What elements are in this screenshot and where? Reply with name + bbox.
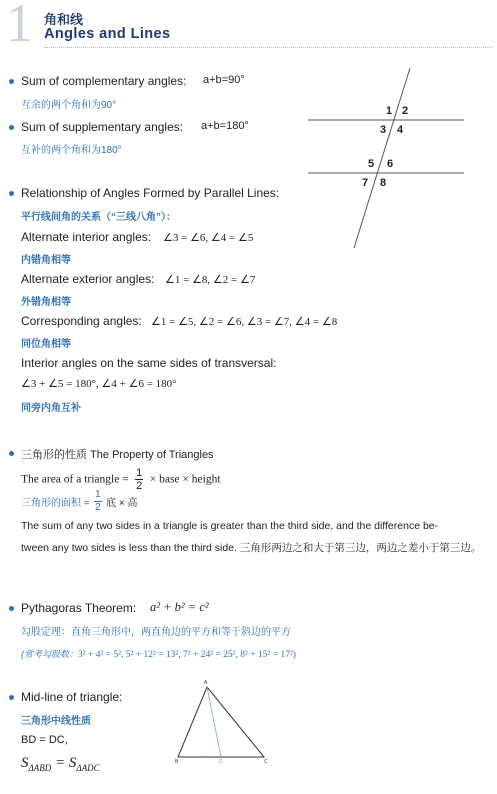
complementary-cn: 互余的两个角和为90° [21, 100, 117, 111]
parallel-cn: 平行线间角的关系（“三线八角”）： [21, 212, 176, 223]
area-cn-frac-num: 1 [95, 489, 101, 500]
alt-exterior-cn: 外错角相等 [21, 297, 71, 308]
area-cn-suffix: 底 × 高 [106, 498, 138, 509]
midline-area-eq [21, 755, 100, 773]
area-cn-fraction [94, 489, 102, 514]
bullet-icon [9, 606, 14, 611]
angle-label-7: 7 [362, 177, 369, 189]
complementary-label: Sum of complementary angles: [21, 74, 187, 88]
midline-label: Mid-line of triangle: [21, 690, 123, 704]
angle-label-8: 8 [380, 177, 387, 189]
midline-eq-sign: = S [51, 755, 77, 771]
interior-same-math: ∠3 + ∠5 = 180°, ∠4 + ∠6 = 180° [21, 378, 177, 390]
midline-sub2: ΔADC [76, 763, 100, 773]
complementary-formula: a+b=90° [203, 74, 245, 86]
alt-interior-cn: 内错角相等 [21, 255, 71, 266]
triangles-heading: 三角形的性质 The Property of Triangles [21, 449, 214, 461]
area-en-suffix: × base × height [149, 473, 221, 486]
alt-interior-label: Alternate interior angles: [21, 230, 152, 244]
pythagoras-label: Pythagoras Theorem: [21, 601, 137, 615]
bullet-icon [9, 79, 14, 84]
pythagoras-common-values: 3² + 4² = 5², 5² + 12² = 13², 7² + 24² = 25², 8² + 15² = 17²) [78, 650, 296, 660]
alt-exterior-math: ∠1 = ∠8, ∠2 = ∠7 [165, 274, 256, 286]
angle-label-5: 5 [368, 158, 375, 170]
corresponding-math: ∠1 = ∠5, ∠2 = ∠6, ∠3 = ∠7, ∠4 = ∠8 [151, 316, 338, 328]
supplementary-label: Sum of supplementary angles: [21, 120, 184, 134]
chapter-title-en: Angles and Lines [44, 26, 171, 42]
midline-eq: BD = DC, [21, 734, 68, 746]
area-cn-prefix: 三角形的面积 = [21, 498, 90, 509]
area-frac-den: 2 [136, 480, 143, 492]
vertex-label-c: C [264, 759, 268, 765]
parallel-label: Relationship of Angles Formed by Parallel Lines: [21, 186, 280, 200]
area-cn-frac-den: 2 [95, 502, 101, 513]
midline-s1: S [21, 755, 29, 771]
chapter-number: 1 [6, 0, 33, 53]
pythagoras-common [21, 644, 296, 662]
corresponding-cn: 同位角相等 [21, 339, 71, 350]
midline-cn: 三角形中线性质 [21, 716, 91, 727]
triangle-area-formula-cn [21, 489, 138, 514]
bullet-icon [9, 695, 14, 700]
supplementary-cn: 互补的两个角和为180° [21, 145, 122, 156]
vertex-label-d: D [219, 759, 223, 765]
alt-interior-math: ∠3 = ∠6, ∠4 = ∠5 [163, 232, 254, 244]
pythagoras-common-prefix: (常考勾股数： [21, 649, 78, 659]
interior-same-label: Interior angles on the same sides of transversal: [21, 356, 277, 370]
triangle-property-line1: The sum of any two sides in a triangle is greater than the third side, and the difference be- [21, 520, 439, 532]
angle-label-6: 6 [387, 158, 394, 170]
area-en-prefix: The area of a triangle = [21, 473, 129, 486]
angle-label-3: 3 [380, 124, 387, 136]
chapter-title-cn: 角和线 [44, 12, 84, 27]
alt-exterior-label: Alternate exterior angles: [21, 272, 155, 286]
vertex-label-b: B [175, 759, 179, 765]
interior-same-cn: 同旁内角互补 [21, 403, 81, 414]
pythagoras-formula: a² + b² = c² [150, 600, 209, 614]
supplementary-formula: a+b=180° [201, 120, 249, 132]
header-divider [44, 47, 492, 48]
bullet-icon [9, 191, 14, 196]
angle-label-2: 2 [402, 105, 409, 117]
angle-label-1: 1 [386, 105, 393, 117]
bullet-icon [9, 125, 14, 130]
bullet-icon [9, 451, 14, 456]
transversal-line [354, 68, 410, 248]
corresponding-label: Corresponding angles: [21, 314, 142, 328]
pythagoras-cn: 勾股定理：直角三角形中，两直角边的平方和等于斜边的平方 [21, 627, 291, 638]
midline-sub1: ΔABD [28, 763, 52, 773]
vertex-label-a: A [204, 680, 208, 686]
area-frac-num: 1 [136, 467, 143, 479]
triangle-property-line2: tween any two sides is less than the third side. 三角形两边之和大于第三边，两边之差小于第三边。 [21, 542, 482, 554]
diagram-background [170, 678, 270, 768]
angle-label-4: 4 [397, 124, 404, 136]
midline-triangle-diagram [170, 678, 270, 768]
